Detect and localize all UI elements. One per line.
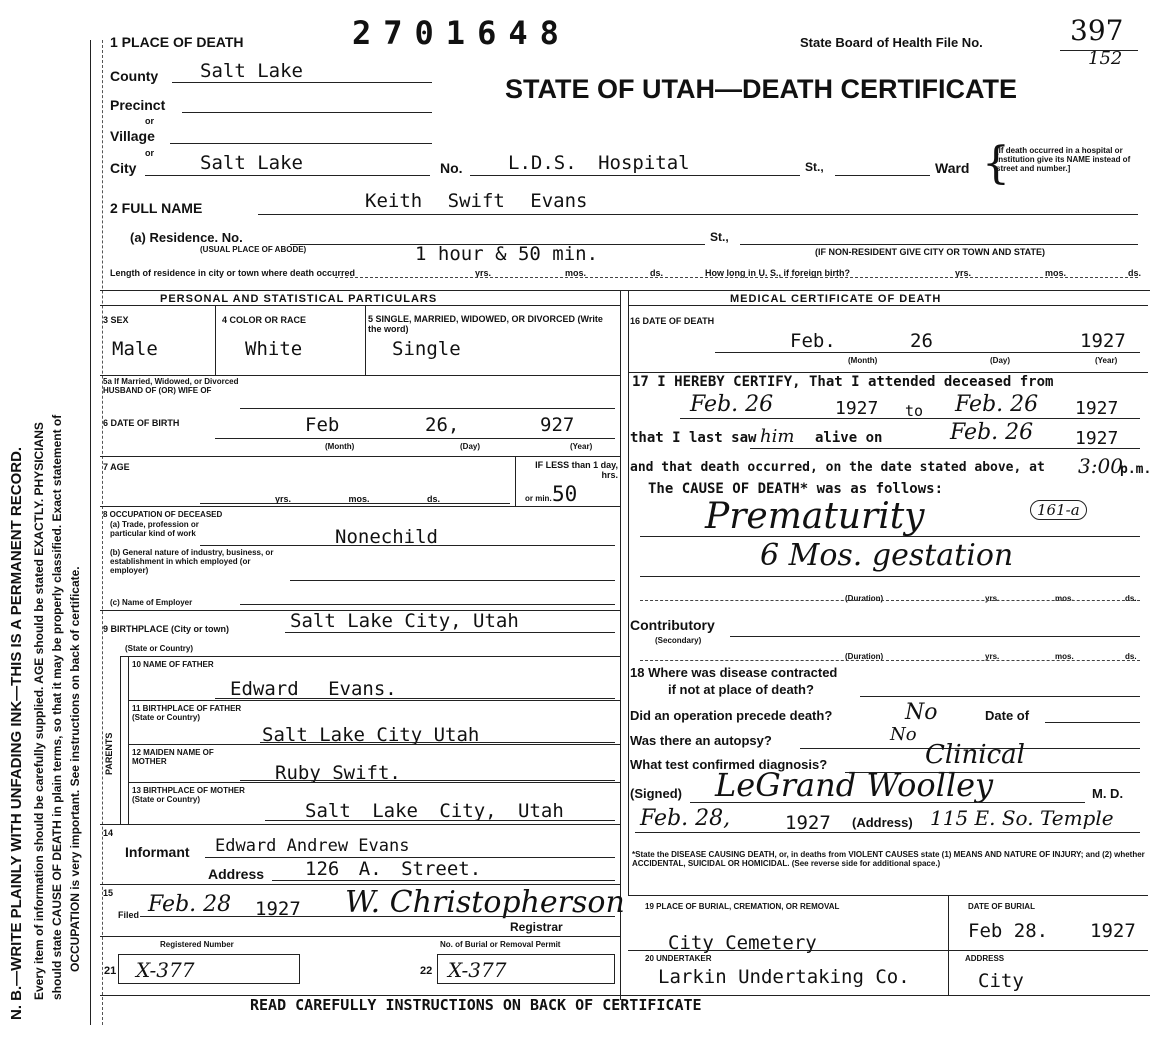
employer-label: (c) Name of Employer	[110, 598, 193, 607]
where-contracted-label-2: if not at place of death?	[668, 682, 814, 697]
cause-code: 161-a	[1030, 500, 1087, 520]
autopsy-value: No	[890, 724, 917, 745]
filed-year: 1927	[255, 898, 301, 920]
certificate-number: 2701648	[352, 14, 571, 52]
operation-value: No	[905, 700, 938, 725]
age-units: yrs. mos. ds.	[275, 494, 441, 504]
date-of-operation-label: Date of	[985, 708, 1030, 723]
father-label: 10 NAME OF FATHER	[132, 660, 214, 669]
dob-month: Feb	[305, 414, 340, 436]
spouse-label: 5a If Married, Widowed, or Divorced HUSBAND OF (OR) WIFE OF	[103, 377, 239, 395]
contributory-ds: ds.	[1125, 652, 1137, 661]
duration-mos: mos.	[1055, 594, 1074, 603]
md-label: M. D.	[1092, 786, 1124, 801]
page-title: STATE OF UTAH—DEATH CERTIFICATE	[505, 74, 1017, 104]
precinct-label: Precinct	[110, 97, 166, 113]
occupation-a: (a) Trade, profession or particular kind of work	[110, 520, 199, 538]
autopsy-label: Was there an autopsy?	[630, 733, 772, 748]
us-ds: ds.	[1128, 268, 1142, 278]
mother-birthplace-label: 13 BIRTHPLACE OF MOTHER (State or Country)	[132, 786, 245, 804]
registrar-label: Registrar	[510, 920, 563, 934]
mother-value: Ruby Swift.	[275, 762, 401, 784]
registered-number-value: X-377	[136, 958, 195, 982]
us-yrs: yrs.	[955, 268, 972, 278]
death-day-cap: (Day)	[990, 356, 1011, 365]
marital-value: Single	[392, 338, 461, 360]
county-value: Salt Lake	[200, 60, 303, 82]
death-month-cap: (Month)	[848, 356, 878, 365]
secondary-label: (Secondary)	[655, 636, 702, 645]
birthplace-sub: (State or Country)	[125, 644, 193, 653]
filed-date: Feb. 28	[148, 892, 232, 917]
village-label: Village	[110, 128, 155, 144]
birthplace-label: 9 BIRTHPLACE (City or town)	[103, 624, 229, 634]
or-text-2: or	[145, 148, 154, 158]
residence-sub: (USUAL PLACE OF ABODE)	[200, 245, 307, 254]
color-value: White	[245, 338, 303, 360]
undertaker-address-label: ADDRESS	[965, 954, 1005, 963]
informant-address-label: Address	[208, 866, 265, 882]
cause-of-death: Prematurity	[705, 496, 925, 537]
dob-day-cap: (Day)	[460, 442, 481, 451]
last-seen-date: Feb. 26	[950, 420, 1034, 445]
burial-date-label: DATE OF BURIAL	[968, 902, 1035, 911]
occupation-value: Nonechild	[335, 526, 438, 548]
margin-note-1: N. B.—WRITE PLAINLY WITH UNFADING INK—THIS IS A PERMANENT RECORD.	[8, 446, 25, 1020]
medical-heading: MEDICAL CERTIFICATE OF DEATH	[730, 293, 942, 305]
dob-day: 26,	[425, 414, 460, 436]
registered-number-label: Registered Number	[160, 940, 234, 949]
age-minutes: 50	[552, 482, 578, 506]
signature-date: Feb. 28,	[640, 806, 731, 831]
dob-month-cap: (Month)	[325, 442, 355, 451]
full-name-label: 2 FULL NAME	[110, 200, 203, 216]
dob-label: 6 DATE OF BIRTH	[103, 418, 180, 428]
margin-note-4: OCCUPATION is very important. See instructions on back of certificate.	[68, 566, 82, 972]
residence-label: (a) Residence. No.	[130, 230, 243, 245]
undertaker-value: Larkin Undertaking Co.	[658, 966, 910, 988]
death-time-unit: p.m.	[1120, 462, 1152, 477]
occupation-b: (b) General nature of industry, business, or establishment in which employed (or employer)	[110, 548, 274, 575]
attended-to: Feb. 26	[955, 392, 1039, 417]
or-min-label: or min.	[525, 494, 552, 503]
certify-line: 17 I HEREBY CERTIFY, That I attended deceased from	[632, 374, 1054, 390]
personal-heading: PERSONAL AND STATISTICAL PARTICULARS	[160, 293, 438, 305]
burial-place-label: 19 PLACE OF BURIAL, CREMATION, OR REMOVAL	[645, 902, 840, 911]
burial-place-value: City Cemetery	[668, 932, 817, 954]
date-of-death-label: 16 DATE OF DEATH	[630, 316, 715, 326]
residence-value: 1 hour & 50 min.	[415, 243, 599, 265]
burial-permit-22: 22	[420, 965, 433, 977]
duration-label: (Duration)	[845, 594, 884, 603]
place-of-death-label: 1 PLACE OF DEATH	[110, 34, 244, 50]
last-saw-him: him	[760, 426, 795, 447]
how-long-us-label: How long in U. S., if foreign birth?	[705, 268, 850, 278]
operation-label: Did an operation precede death?	[630, 708, 833, 723]
margin-note-2: Every item of information should be carefully supplied. AGE should be stated EXACTLY. PHYSICIANS	[32, 422, 46, 1000]
undertaker-label: 20 UNDERTAKER	[645, 954, 712, 963]
burial-year-value: 1927	[1090, 920, 1136, 942]
reg-number-21: 21	[104, 965, 117, 977]
color-label: 4 COLOR OR RACE	[222, 315, 307, 325]
duration-yrs: yrs.	[985, 594, 1000, 603]
length-residence-label: Length of residence in city or town where death occurred	[110, 268, 356, 278]
burial-date-value: Feb 28.	[968, 920, 1049, 942]
burial-permit-value: X-377	[448, 958, 507, 982]
father-birthplace-value: Salt Lake City Utah	[262, 724, 480, 746]
death-time: 3:00	[1078, 454, 1123, 478]
signature-year: 1927	[785, 812, 831, 834]
footer-instructions: READ CAREFULLY INSTRUCTIONS ON BACK OF CERTIFICATE	[250, 996, 702, 1014]
where-contracted-label-1: 18 Where was disease contracted	[630, 665, 838, 680]
res-street-label: St.,	[710, 230, 729, 244]
attended-from: Feb. 26	[690, 392, 774, 417]
duration-ds: ds.	[1125, 594, 1137, 603]
contributory-duration-label: (Duration)	[845, 652, 884, 661]
file-no-label: State Board of Health File No.	[800, 35, 983, 50]
margin-note-3: should state CAUSE OF DEATH in plain terms, so that it may be properly classified. Exact statement of	[50, 414, 64, 1000]
contributory-yrs: yrs.	[985, 652, 1000, 661]
if-less-label: IF LESS than 1 day, hrs.	[535, 460, 618, 480]
or-text-1: or	[145, 116, 154, 126]
no-label: No.	[440, 160, 463, 176]
signed-label: (Signed)	[630, 786, 682, 801]
ward-note: [If death occurred in a hospital or institution give its NAME instead of street and number.]	[996, 146, 1131, 173]
age-label: 7 AGE	[103, 462, 130, 472]
mother-label: 12 MAIDEN NAME OF MOTHER	[132, 748, 214, 766]
test-label: What test confirmed diagnosis?	[630, 757, 828, 772]
physician-address-label: (Address)	[852, 815, 913, 830]
test-value: Clinical	[925, 740, 1025, 770]
father-value: Edward Evans.	[230, 678, 397, 700]
physician-signature: LeGrand Woolley	[715, 766, 994, 804]
medical-footnote: *State the DISEASE CAUSING DEATH, or, in deaths from VIOLENT CAUSES state (1) MEANS AND NATURE OF INJURY; and (2) whether ACCIDENTAL, SUICIDAL OR HOMICIDAL. (See reverse side for additional space.)	[632, 850, 1145, 868]
attended-from-year: 1927	[835, 398, 879, 419]
alive-on-label: alive on	[815, 430, 883, 446]
city-value: Salt Lake	[200, 152, 303, 174]
death-year: 1927	[1080, 330, 1126, 352]
section-14-number: 14	[103, 828, 114, 838]
undertaker-address-value: City	[978, 970, 1024, 992]
birthplace-value: Salt Lake City, Utah	[290, 610, 519, 632]
informant-value: Edward Andrew Evans	[215, 836, 410, 856]
registrar-signature: W. Christopherson	[345, 885, 625, 920]
full-name-value: Keith Swift Evans	[365, 190, 588, 212]
length-mos: mos.	[565, 268, 587, 278]
dob-year: 927	[540, 414, 575, 436]
city-label: City	[110, 160, 137, 176]
dob-year-cap: (Year)	[570, 442, 593, 451]
sex-value: Male	[112, 338, 158, 360]
marital-label: 5 SINGLE, MARRIED, WIDOWED, OR DIVORCED (Write the word)	[368, 314, 603, 334]
filed-label: Filed	[118, 910, 140, 920]
nonresident-note: (IF NON-RESIDENT GIVE CITY OR TOWN AND STATE)	[815, 247, 1046, 257]
cause-label: The CAUSE OF DEATH* was as follows:	[648, 481, 944, 497]
last-seen-year: 1927	[1075, 428, 1119, 449]
length-ds: ds.	[650, 268, 664, 278]
death-year-cap: (Year)	[1095, 356, 1118, 365]
street-label: St.,	[805, 160, 824, 174]
last-saw-label: that I last saw	[630, 430, 757, 446]
attended-to-year: 1927	[1075, 398, 1119, 419]
attended-to-label: to	[905, 402, 924, 420]
file-no: 397	[1070, 14, 1124, 47]
contributory-mos: mos.	[1055, 652, 1074, 661]
ward-label: Ward	[935, 160, 970, 176]
us-mos: mos.	[1045, 268, 1067, 278]
informant-address-value: 126 A. Street.	[305, 858, 482, 880]
death-month: Feb.	[790, 330, 836, 352]
section-15-number: 15	[103, 888, 114, 898]
physician-address: 115 E. So. Temple	[930, 806, 1114, 830]
cause-secondary: 6 Mos. gestation	[760, 538, 1014, 573]
occupation-label: 8 OCCUPATION OF DECEASED	[103, 510, 223, 519]
burial-permit-label: No. of Burial or Removal Permit	[440, 940, 561, 949]
death-day: 26	[910, 330, 933, 352]
length-yrs: yrs.	[475, 268, 492, 278]
county-label: County	[110, 68, 159, 84]
father-birthplace-label: 11 BIRTHPLACE OF FATHER (State or Country)	[132, 704, 242, 722]
sex-label: 3 SEX	[103, 315, 129, 325]
death-occurred-label: and that death occurred, on the date stated above, at	[630, 460, 1045, 475]
parents-label: PARENTS	[104, 732, 114, 775]
informant-label: Informant	[125, 844, 190, 860]
hospital-value: L.D.S. Hospital	[508, 152, 690, 174]
file-no-handwritten: 152	[1088, 48, 1123, 69]
mother-birthplace-value: Salt Lake City, Utah	[305, 800, 564, 822]
contributory-label: Contributory	[630, 617, 715, 633]
